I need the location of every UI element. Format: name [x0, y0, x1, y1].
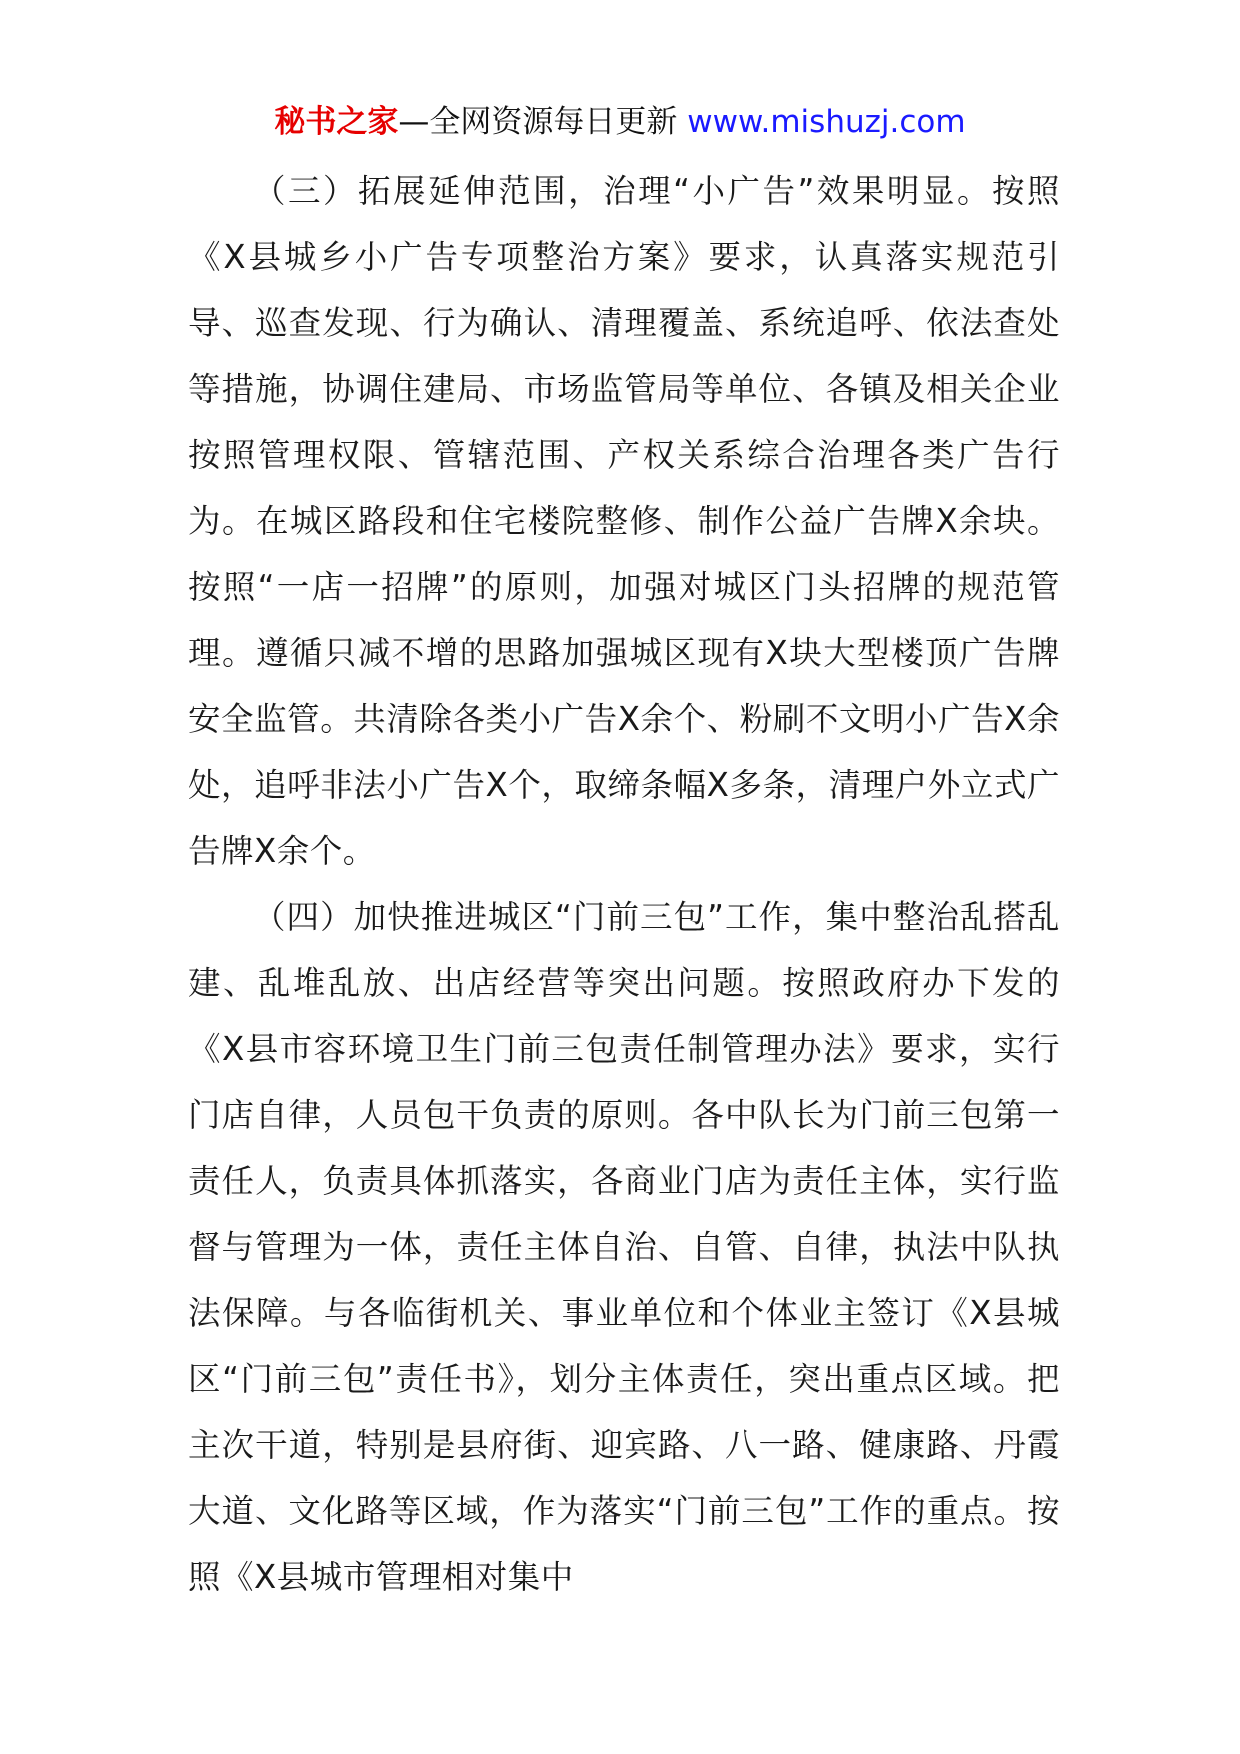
site-url-link[interactable]: www.mishuzj.com [687, 104, 966, 140]
document-body [188, 158, 1060, 1610]
paragraph-3: （三）拓展延伸范围，治理“小广告”效果明显。按照《X县城乡小广告专项整治方案》要求，认真落实规范引导、巡查发现、行为确认、清理覆盖、系统追呼、依法查处等措施，协调住建局、市场监管局等单位、各镇及相关企业按照管理权限、管辖范围、产权关系综合治理各类广告行为。在城区路段和住宅楼院整修、制作公益广告牌X余块。按照“一店一招牌”的原则，加强对城区门头招牌的规范管理。遵循只减不增的思路加强城区现有X块大型楼顶广告牌安全监管。共清除各类小广告X余个、粉刷不文明小广告X余处，追呼非法小广告X个，取缔条幅X多条，清理户外立式广告牌X余个。 [188, 172, 1060, 870]
site-tagline: —全网资源每日更新 [398, 104, 688, 140]
paragraph-4: （四）加快推进城区“门前三包”工作，集中整治乱搭乱建、乱堆乱放、出店经营等突出问题。按照政府办下发的《X县市容环境卫生门前三包责任制管理办法》要求，实行门店自律，人员包干负责的原则。各中队长为门前三包第一责任人，负责具体抓落实，各商业门店为责任主体，实行监督与管理为一体，责任主体自治、自管、自律，执法中队执法保障。与各临街机关、事业单位和个体业主签订《X县城区“门前三包”责任书》，划分主体责任，突出重点区域。把主次干道，特别是县府街、迎宾路、八一路、健康路、丹霞大道、文化路等区域，作为落实“门前三包”工作的重点。按照《X县城市管理相对集中 [188, 898, 1060, 1596]
site-header [0, 100, 1240, 144]
site-brand: 秘书之家 [274, 104, 399, 140]
